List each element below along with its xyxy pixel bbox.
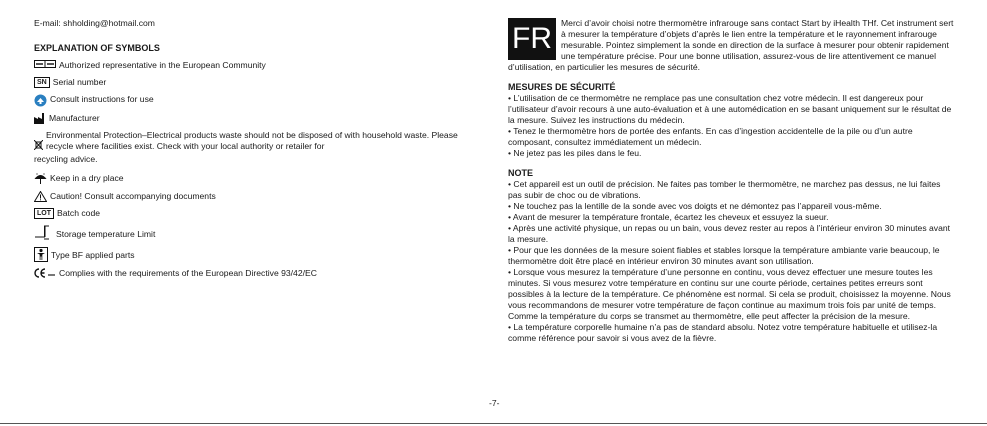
thermometer-limit-icon — [34, 225, 50, 241]
safety-item: • L’utilisation de ce thermomètre ne remplace pas une consultation chez votre médecin. Il est dangereux pour l’utilisateur d’avoir recours à une auto-évaluation et à une automédication en se basant uniquement sur le résultat de la mesure. Suivez les instructions du médecin. — [508, 93, 952, 125]
recycling-advice: recycling advice. — [34, 154, 98, 164]
note-section — [508, 168, 956, 344]
symbol-description: Type BF applied parts — [51, 250, 135, 260]
safety-item: • Tenez le thermomètre hors de portée des enfants. En cas d’ingestion accidentelle de la pile ou d’un autre composant, consultez immédiatement un médecin. — [508, 126, 913, 147]
sn-icon: SN — [34, 77, 50, 88]
ce-mark-icon — [34, 268, 56, 278]
symbol-serial-number — [34, 77, 474, 88]
symbols-heading: EXPLANATION OF SYMBOLS — [34, 43, 160, 53]
symbol-keep-dry — [34, 173, 474, 185]
note-item: • La température corporelle humaine n’a pas de standard absolu. Notez votre température habituelle et utilisez-la comme référence pour savoir si vous avez de la fièvre. — [508, 322, 938, 343]
symbol-bf-applied-parts — [34, 247, 474, 262]
note-item: • Lorsque vous mesurez la température d’une personne en continu, vous devez effectuer une mesure toutes les minutes. Si vous mesurez votre température en continu sur une courte période, certaines petites erreurs sont possibles à la lecture de la température. Ce phénomène est normal. Si cela se produit, choisissez la moyenne. Nous vous recommandons de mesurer votre température de façon continue au maximum trois fois par unité de temps. Comme la température du corps se transmet au thermomètre, elle peut affecter la précision de la mesure. — [508, 267, 951, 321]
english-column — [34, 18, 474, 285]
bf-person-icon — [34, 247, 48, 262]
safety-heading: MESURES DE SÉCURITÉ — [508, 82, 616, 92]
symbol-description: Authorized representative in the European Community — [59, 60, 266, 70]
note-item: • Ne touchez pas la lentille de la sonde avec vos doigts et ne démontez pas l’appareil vous-même. — [508, 201, 882, 211]
symbol-instructions — [34, 94, 474, 107]
factory-icon — [34, 113, 46, 124]
safety-item: • Ne jetez pas les piles dans le feu. — [508, 148, 642, 158]
umbrella-icon — [34, 173, 47, 185]
symbol-manufacturer — [34, 113, 474, 124]
instructions-icon — [34, 94, 47, 107]
symbol-description: Manufacturer — [49, 113, 100, 123]
safety-section — [508, 82, 956, 159]
french-column — [508, 18, 956, 344]
ec-rep-icon — [34, 60, 56, 68]
symbol-description: Caution! Consult accompanying documents — [50, 191, 216, 201]
note-item: • Cet appareil est un outil de précision. Ne faites pas tomber le thermomètre, ne marchez pas dessus, ne lui faites pas subir de choc ou de vibrations. — [508, 179, 941, 200]
note-item: • Après une activité physique, un repas ou un bain, vous devez rester au repos à l’intérieur environ 30 minutes avant la mesure. — [508, 223, 951, 244]
symbol-weee — [34, 130, 474, 152]
caution-icon — [34, 191, 47, 202]
symbol-ec-rep — [34, 60, 474, 71]
symbol-description: Storage temperature Limit — [56, 229, 156, 239]
note-heading: NOTE — [508, 168, 534, 178]
weee-bin-icon — [34, 140, 43, 150]
symbol-storage-temperature — [34, 225, 474, 241]
bottom-divider — [0, 423, 987, 424]
contact-email: E-mail: shholding@hotmail.com — [34, 18, 155, 28]
note-item: • Pour que les données de la mesure soient fiables et stables lorsque la température ambiante varie beaucoup, le thermomètre doit être placé en intérieur environ 30 minutes avant son utilisation. — [508, 245, 940, 266]
symbol-batch-code — [34, 208, 474, 219]
symbol-description: Consult instructions for use — [50, 94, 154, 104]
symbol-description: Environmental Protection–Electrical products waste should not be disposed of with household waste. Please recycle where facilities exist. Check with your local authority or retailer for — [46, 130, 458, 151]
page-number: -7- — [489, 398, 500, 408]
symbol-ce-mark — [34, 268, 474, 279]
symbol-caution — [34, 191, 474, 202]
symbol-description: Batch code — [57, 208, 100, 218]
symbol-description: Complies with the requirements of the European Directive 93/42/EC — [59, 268, 317, 278]
lot-icon: LOT — [34, 208, 54, 219]
language-badge: FR — [508, 18, 556, 60]
intro-paragraph: Merci d’avoir choisi notre thermomètre infrarouge sans contact Start by iHealth THf. Cet instrument sert à mesurer la température d’objets d’après le lien entre la température et le rayonnement infrarouge mesurable. Pointez simplement la sonde en direction de la surface à mesurer pour obtenir rapidement une température précise. Pour une bonne utilisation, assurez-vous de lire attentivement ce manuel d’utilisation, en particulier les mesures de sécurité. — [508, 18, 954, 72]
symbol-description: Serial number — [52, 77, 107, 87]
note-item: • Avant de mesurer la température frontale, écartez les cheveux et essuyez la sueur. — [508, 212, 829, 222]
symbol-description: Keep in a dry place — [50, 173, 124, 183]
